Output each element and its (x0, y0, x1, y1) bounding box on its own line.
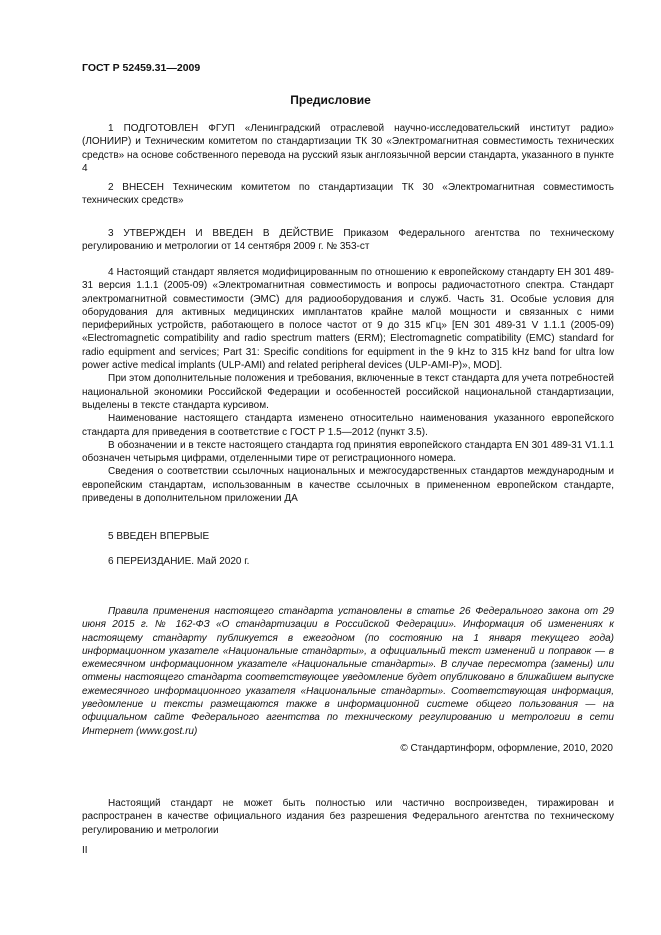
rules-notice-text: Правила применения настоящего стандарта установлены в статье 26 Федерального закона от 29 июня 2015 г. № 162-ФЗ «О стандартизации в Российской Федерации». Информация об изменениях к настоящему стандарту публикуется в ежегодном (по состоянию на 1 января текущего года) информационном указателе «Национальные стандарты», а официальный текст изменений и поправок — в ежемесячном информационном указателе «Национальные стандарты». В случае пересмотра (замены) или отмены настоящего стандарта соответствующее уведомление будет опубликовано в ближайшем выпуске ежемесячного информационного указателя «Национальные стандарты». Соответствующая информация, уведомление и тексты размещаются также в информационной системе общего пользования — на официальном сайте Федерального агентства по техническому регулированию и метрологии в сети Интернет (www.gost.ru) (82, 606, 614, 737)
document-number: ГОСТ Р 52459.31—2009 (82, 62, 201, 74)
item-4-italic-note: При этом дополнительные положения и требования, включенные в текст стандарта для учета потребностей национальной экономики Российской Федерации и особенностей российской национальной стандартизации, выделены в тексте стандарта курсивом. (82, 373, 614, 411)
copyright: © Стандартинформ, оформление, 2010, 2020 (400, 743, 613, 754)
page-number: II (82, 845, 88, 856)
item-4-references-note: Сведения о соответствии ссылочных национальных и межгосударственных стандартов международным и европейским стандартам, использованным в качестве ссылочных в примененном европейском стандарте, приведены в дополнительном приложении ДА (82, 466, 614, 505)
item-4-year-note: В обозначении и в тексте настоящего стандарта год принятия европейского стандарта EN 301 489-31 V1.1.1 обозначен четырьмя цифрами, отделенными тире от регистрационного номера. (82, 439, 614, 465)
item-6-text: 6 ПЕРЕИЗДАНИЕ. Май 2020 г. (108, 556, 250, 567)
reproduction-notice (82, 797, 614, 837)
item-5 (82, 530, 614, 543)
item-2-text: 2 ВНЕСЕН Техническим комитетом по стандартизации ТК 30 «Электромагнитная совместимость технических средств» (82, 182, 614, 207)
item-1 (82, 122, 614, 175)
item-4-text: 4 Настоящий стандарт является модифицированным по отношению к европейскому стандарту ЕН 301 489-31 версия 1.1.1 (2005-09) «Электромагнитная совместимость и вопросы радиочастотного спектра. Стандарт электромагнитной совместимости (ЭМС) для радиооборудования и служб. Часть 31. Особые условия для оборудования для активных медицинских имплантатов крайне малой мощности и связанных с ними периферийных устройств, работающего в полосе частот от 9 до 315 кГц» [EN 301 489-31 V 1.1.1 (2005-09) «Electromagnetic compatibility and radio spectrum matters (ERM); Electromagnetic compatibility (EMC) standard for radio equipment and services; Part 31: Specific conditions for equipment in the 9 kHz to 315 kHz band for ultra low power active medical implants (ULP-AMI) and related peripheral devices (ULP-AMI-P)», MOD]. (82, 267, 614, 372)
item-3-text: 3 УТВЕРЖДЕН И ВВЕДЕН В ДЕЙСТВИЕ Приказом Федерального агентства по техническому регулированию и метрологии от 14 сентября 2009 г. № 353-ст (82, 228, 614, 253)
item-6 (82, 555, 614, 568)
item-3 (82, 227, 614, 254)
rules-notice (82, 605, 614, 738)
item-5-text: 5 ВВЕДЕН ВПЕРВЫЕ (108, 531, 210, 542)
page-title: Предисловие (290, 93, 371, 107)
item-4 (82, 266, 614, 505)
item-4-name-note: Наименование настоящего стандарта изменено относительно наименования указанного европейского стандарта для приведения в соответствие с ГОСТ Р 1.5—2012 (пункт 3.5). (82, 413, 614, 438)
item-2 (82, 181, 614, 208)
reproduction-notice-text: Настоящий стандарт не может быть полностью или частично воспроизведен, тиражирован и распространен в качестве официального издания без разрешения Федерального агентства по техническому регулированию и метрологии (82, 798, 614, 836)
item-1-text: 1 ПОДГОТОВЛЕН ФГУП «Ленинградский отраслевой научно-исследовательский институт радио» (ЛОНИИР) и Техническим комитетом по стандартизации ТК 30 «Электромагнитная совместимость технических средств» на основе собственного перевода на русский язык англоязычной версии стандарта, указанного в пункте 4 (82, 123, 614, 174)
